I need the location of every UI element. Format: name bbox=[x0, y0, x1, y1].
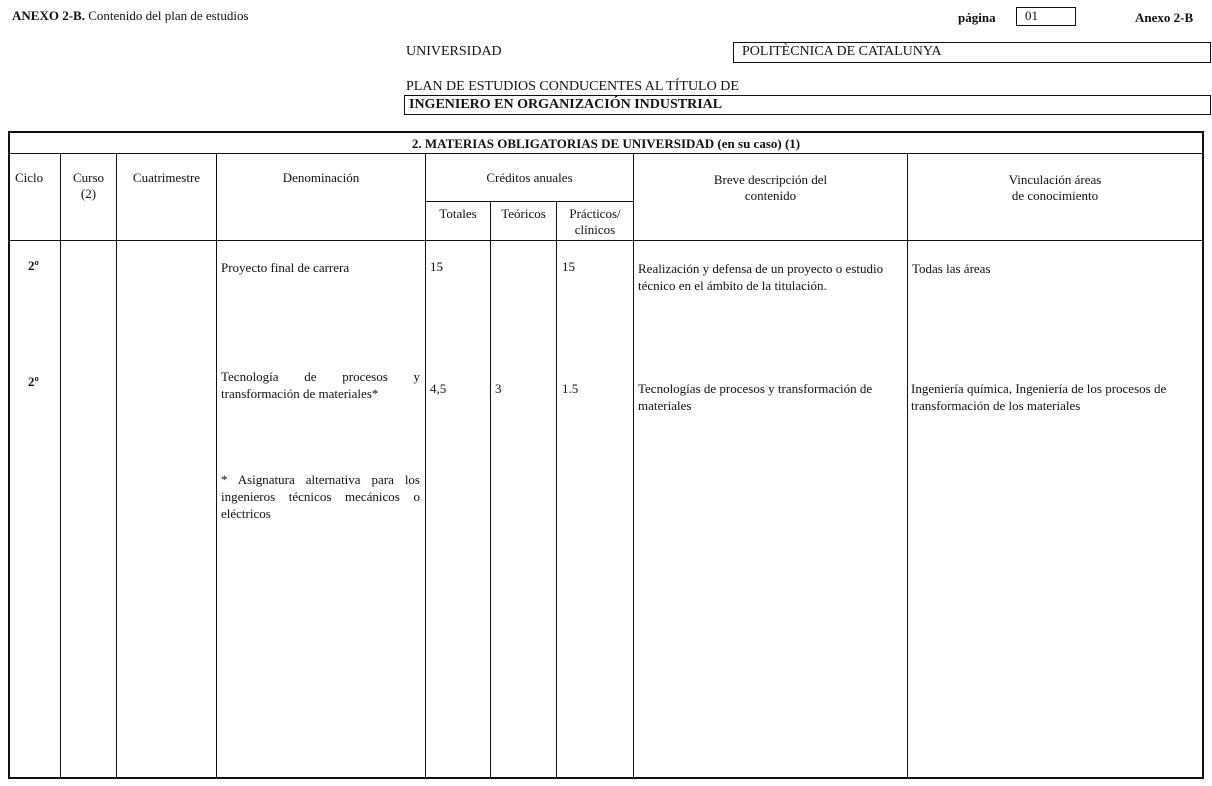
row1-descripcion: Realización y defensa de un proyecto o estudio técnico en el ámbito de la titulación. bbox=[638, 261, 884, 293]
header-divider bbox=[10, 240, 1202, 241]
page-number-box bbox=[1016, 7, 1076, 26]
credits-subheader-divider bbox=[425, 201, 633, 202]
col-divider-denominacion bbox=[425, 153, 426, 777]
header-curso: Curso (2) bbox=[72, 170, 105, 201]
table-title: 2. MATERIAS OBLIGATORIAS DE UNIVERSIDAD (en su caso) (1) bbox=[411, 136, 801, 151]
title-divider bbox=[10, 153, 1202, 154]
university-label: UNIVERSIDAD bbox=[406, 44, 502, 59]
annex-title-bold: ANEXO 2-B. bbox=[12, 8, 85, 23]
col-divider-cuatrimestre bbox=[216, 153, 217, 777]
row1-vinculacion: Todas las áreas bbox=[912, 261, 991, 276]
row1-denominacion: Proyecto final de carrera bbox=[221, 260, 350, 275]
row2-descripcion: Tecnologías de procesos y transformación de materiales bbox=[638, 381, 873, 413]
page-label: página bbox=[958, 10, 996, 25]
annex-right-label: Anexo 2-B bbox=[1135, 10, 1194, 25]
row2-practicos: 1.5 bbox=[562, 381, 579, 396]
page-number: 01 bbox=[1025, 8, 1038, 23]
header-vinculacion: Vinculación áreas de conocimiento bbox=[1008, 172, 1102, 203]
plan-value: INGENIERO EN ORGANIZACIÓN INDUSTRIAL bbox=[409, 97, 723, 112]
row1-ciclo: 2º bbox=[28, 258, 39, 273]
row2-totales: 4,5 bbox=[430, 381, 447, 396]
row1-practicos: 15 bbox=[562, 259, 575, 274]
row1-totales: 15 bbox=[430, 259, 443, 274]
header-ciclo: Ciclo bbox=[15, 170, 44, 185]
university-box bbox=[733, 42, 1211, 63]
university-value: POLITÈCNICA DE CATALUNYA bbox=[742, 44, 942, 59]
plan-box bbox=[404, 95, 1211, 115]
header-practicos: Prácticos/ clínicos bbox=[569, 206, 621, 237]
row2-vinculacion: Ingeniería química, Ingeniería de los procesos de transformación de los materiales bbox=[911, 381, 1167, 413]
row2-denominacion: Tecnología de procesos y transformación de materiales* bbox=[221, 369, 420, 401]
header-creditos: Créditos anuales bbox=[486, 170, 573, 185]
col-divider-practicos bbox=[633, 153, 634, 777]
plan-label: PLAN DE ESTUDIOS CONDUCENTES AL TÍTULO DE bbox=[406, 79, 739, 94]
header-denominacion: Denominación bbox=[282, 170, 360, 185]
annex-title-text: Contenido del plan de estudios bbox=[88, 8, 249, 23]
col-divider-ciclo bbox=[60, 153, 61, 777]
header-cuatrimestre: Cuatrimestre bbox=[132, 170, 201, 185]
row2-teoricos: 3 bbox=[495, 381, 502, 396]
col-divider-curso bbox=[116, 153, 117, 777]
col-divider-totales bbox=[490, 201, 491, 777]
col-divider-descripcion bbox=[907, 153, 908, 777]
header-teoricos: Teóricos bbox=[501, 206, 546, 221]
alternative-subject-note: * Asignatura alternativa para los ingenieros técnicos mecánicos o eléctricos bbox=[221, 472, 420, 521]
row2-ciclo: 2º bbox=[28, 374, 39, 389]
annex-title bbox=[12, 8, 249, 24]
header-descripcion: Breve descripción del contenido bbox=[713, 172, 828, 203]
col-divider-teoricos bbox=[556, 201, 557, 777]
header-totales: Totales bbox=[439, 206, 477, 221]
